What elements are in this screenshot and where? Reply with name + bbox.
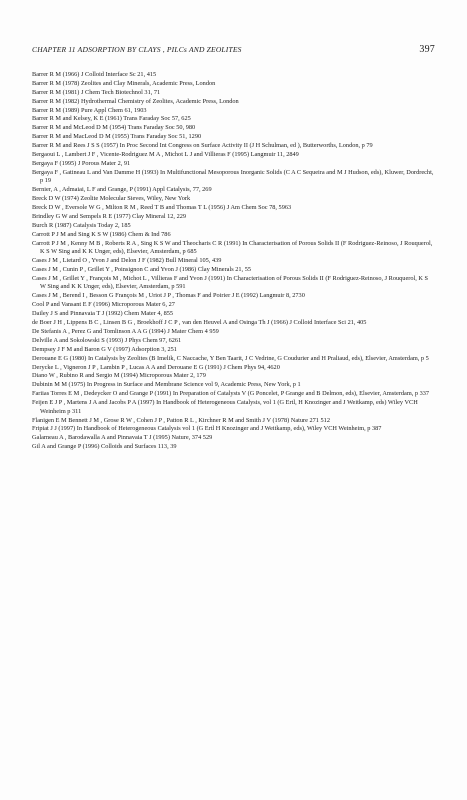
page-number: 397	[419, 44, 435, 55]
running-header	[32, 44, 435, 55]
reference-entry: Barrer R M (1981) J Chem Tech Biotechnol 31, 71	[32, 88, 161, 96]
reference-entry: Cool P and Vansant E F (1996) Microporous Mater 6, 27	[32, 301, 175, 309]
reference-entry: Dubinin M M (1975) In Progress in Surface and Membrane Science vol 9, Academic Press, New York, p 1	[32, 381, 301, 389]
reference-entry: Gil A and Grange P (1996) Colloids and Surfaces 113, 39	[32, 443, 177, 451]
reference-entry: Breck D W (1974) Zeolite Molecular Sieves, Wiley, New York	[32, 195, 191, 203]
reference-entry: Brindley G W and Sempels R E (1977) Clay Mineral 12, 229	[32, 212, 187, 220]
reference-entry: Burch R (1987) Catalysis Today 2, 185	[32, 221, 131, 229]
reference-entry: Carrott P J M and Sing K S W (1986) Chem & Ind 786	[32, 230, 171, 238]
reference-list	[32, 71, 435, 452]
reference-entry: Fripiat J J (1997) In Handbook of Heterogeneous Catalysis vol 1 (G Ertl H Knozinger and J Weitkamp, eds), Wiley VCH Weinheim, p 387	[32, 425, 382, 433]
reference-entry: Fariias Torres E M , Dedeycker O and Grange P (1991) In Preparation of Catalysts V (G Poncelet, P Grange and B Delmon, eds), Elsevier, Amsterdam, p 337	[32, 390, 430, 398]
reference-entry: Dailey J S and Pinnavaia T J (1992) Chem Mater 4, 855	[32, 310, 174, 318]
reference-entry: Dempsey J F M and Baron G V (1997) Adsorption 3, 251	[32, 345, 177, 353]
reference-entry: Galarneau A , Barodawalla A and Pinnavaia T J (1995) Nature, 374 529	[32, 434, 213, 442]
reference-entry: Bergaoui L , Lambert J F , Vicente-Rodriguez M A , Michot L J and Villieras F (1995) Langmuir 11, 2849	[32, 151, 299, 159]
chapter-title: CHAPTER 11 ADSORPTION BY CLAYS , PILCs AND ZEOLITES	[32, 45, 242, 54]
reference-entry: Breck D W , Eversole W G , Milton R M , Reed T B and Thomas T L (1956) J Am Chem Soc 78, 5963	[32, 204, 292, 212]
reference-entry: Flanigen E M Bennett J M , Grose R W , Cohen J P , Patton R L , Kirchner R M and Smith J V (1978) Nature 271 512	[32, 416, 330, 424]
reference-entry: Derouane E G (1980) In Catalysis by Zeolites (B Imelik, C Naccache, Y Ben Taarit, J C Vedrine, G Coudurier and H Praliaud, eds), Elsevier, Amsterdam, p 5	[32, 354, 429, 362]
reference-entry: Bergaya F , Gatineau L and Van Damme H (1993) In Multifunctional Mesoporous Inorganic Solids (C A C Sequeira and M J Hudson, eds), Kluwer, Dordrecht, p 19	[32, 168, 434, 185]
reference-entry: Barrer R M (1978) Zeolites and Clay Minerals, Academic Press, London	[32, 79, 216, 87]
reference-entry: Barrer R M (1989) Pure Appl Chem 61, 1903	[32, 106, 147, 114]
reference-entry: Carrott P J M , Kenny M B , Roberts R A , Sing K S W and Theocharis C R (1991) In Characterisation of Porous Solids II (F Rodriguez-Reinoso, J Rouquerol, K S W Sing and K K Unger, eds), Elsevier, Amsterdam, p 685	[32, 239, 433, 256]
reference-entry: De Stefanis A , Perez G and Tomlinson A A G (1994) J Mater Chem 4 959	[32, 327, 219, 335]
reference-entry: Cases J M , Cunin P , Grillet Y , Poinsignon C and Yvon J (1986) Clay Minerals 21, 55	[32, 266, 251, 273]
reference-entry: Delville A and Sokolowski S (1993) J Phys Chem 97, 6261	[32, 336, 182, 344]
reference-entry: Derycke L , Vigneron J P , Lambin P , Lucas A A and Derouane E G (1991) J Chem Phys 94, 4620	[32, 363, 280, 371]
reference-entry: Cases J M , Berend I , Besson G François M , Uriot J P , Thomas F and Poirier J E (1992) Langmuir 8, 2730	[32, 292, 305, 300]
reference-entry: Cases J M , Lietard O , Yvon J and Delon J F (1982) Bull Mineral 105, 439	[32, 257, 222, 265]
reference-entry: Barrer R M (1966) J Colloid Interface Sc 21, 415	[32, 71, 157, 78]
reference-entry: Feijen E J P , Martens J A and Jacobs P A (1997) In Handbook of Heterogeneous Catalysis, vol 1 (G Ertl, H Knozinger and J Weitkamp, eds) Wiley VCH Weinheim p 311	[32, 399, 418, 415]
reference-entry: de Boer J H , Lippens B C , Linsen B G , Broekhoff J C P , van den Heuvel A and Osinga Th J (1966) J Colloid Interface Sci 21, 405	[32, 319, 367, 327]
reference-entry: Cases J M , Grillet Y , François M , Michot L , Villieras F and Yvon J (1991) In Characterisation of Porous Solids II (F Rodriguez-Reinoso, J Rouquerol, K S W Sing and K K Unger, eds), Elsevier, Amsterdam, p 591	[32, 274, 429, 291]
reference-entry: Bernier, A , Admaiai, L F and Grange, P (1991) Appl Catalysis, 77, 269	[32, 186, 212, 194]
reference-entry: Barrer R M (1982) Hydrothermal Chemistry of Zeolites, Academic Press, London	[32, 97, 239, 105]
reference-entry: Bergaya F (1995) J Porous Mater 2, 91	[32, 159, 131, 167]
reference-entry: Barrer R M and Rees J S S (1957) In Proc Second Int Congress on Surface Activity II (J H Schulman, ed ), Butterworths, London, p 79	[32, 142, 373, 150]
reference-entry: Diano W , Rubino R and Sergio M (1994) Microporous Mater 2, 179	[32, 372, 206, 380]
reference-entry: Barrer R M and MacLeod D M (1955) Trans Faraday Soc 51, 1290	[32, 133, 202, 141]
reference-entry: Barrer R M and McLeod D M (1954) Trans Faraday Soc 50, 980	[32, 124, 196, 132]
reference-entry: Barrer R M and Kelsey, K E (1961) Trans Faraday Soc 57, 625	[32, 115, 191, 123]
